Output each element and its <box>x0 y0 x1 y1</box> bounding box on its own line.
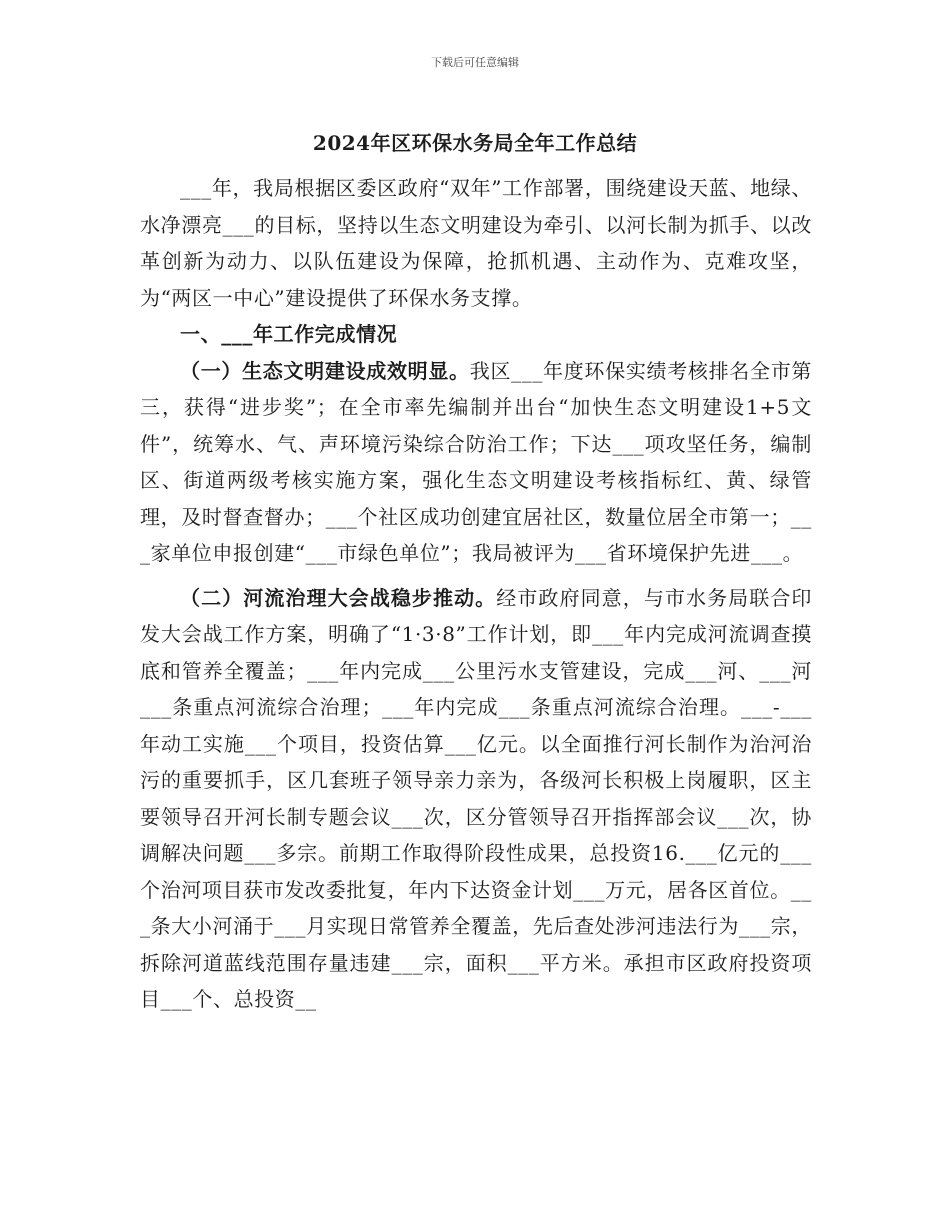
document-body <box>140 170 812 1018</box>
section-heading: 一、___年工作完成情况 <box>180 322 398 346</box>
paragraph-river <box>140 580 812 1018</box>
paragraph-ecology <box>140 353 812 572</box>
intro-paragraph: ___年，我局根据区委区政府“双年”工作部署，围绕建设天蓝、地绿、水净漂亮___的目标，坚持以生态文明建设为牵引、以河长制为抓手、以改革创新为动力、以队伍建设为保障，抢抓机遇、主动作为、克难攻坚，为“两区一中心”建设提供了环保水务支撑。 <box>140 176 812 310</box>
document-title: 2024年区环保水务局全年工作总结 <box>312 131 638 155</box>
paragraph-river-text: 经市政府同意，与市水务局联合印发大会战工作方案，明确了“1·3·8”工作计划，即___年内完成河流调查摸底和管养全覆盖；___年内完成___公里污水支管建设，完成___河、___河___条重点河流综合治理；___年内完成___条重点河流综合治理。___-___年动工实施___个项目，投资估算___亿元。以全面推行河长制作为治河治污的重要抓手，区几套班子领导亲力亲为，各级河长积极上岗履职，区主要领导召开河长制专题会议___次，区分管领导召开指挥部会议___次，协调解决问题___多宗。前期工作取得阶段性成果，总投资16.___亿元的___个治河项目获市发改委批复，年内下达资金计划___万元，居各区首位。___条大小河涌于___月实现日常管养全覆盖，先后查处涉河违法行为___宗，拆除河道蓝线范围存量违建___宗，面积___平方米。承担市区政府投资项目___个、总投资__ <box>140 585 813 1011</box>
paragraph-river-lead: （二）河流治理大会战稳步推动。 <box>180 585 497 610</box>
paragraph-spacer <box>140 572 812 580</box>
paragraph-ecology-lead: （一）生态文明建设成效明显。 <box>180 358 470 383</box>
page-header: 下载后可任意编辑 <box>431 56 519 69</box>
paragraph-ecology-text: 我区___年度环保实绩考核排名全市第三，获得“进步奖”；在全市率先编制并出台“加快生态文明建设1+5文件”，统筹水、气、声环境污染综合防治工作；下达___项攻坚任务，编制区、街道两级考核实施方案，强化生态文明建设考核指标红、黄、绿管理，及时督查督办；___个社区成功创建宜居社区，数量位居全市第一；___家单位申报创建“___市绿色单位”；我局被评为___省环境保护先进___。 <box>140 358 812 565</box>
